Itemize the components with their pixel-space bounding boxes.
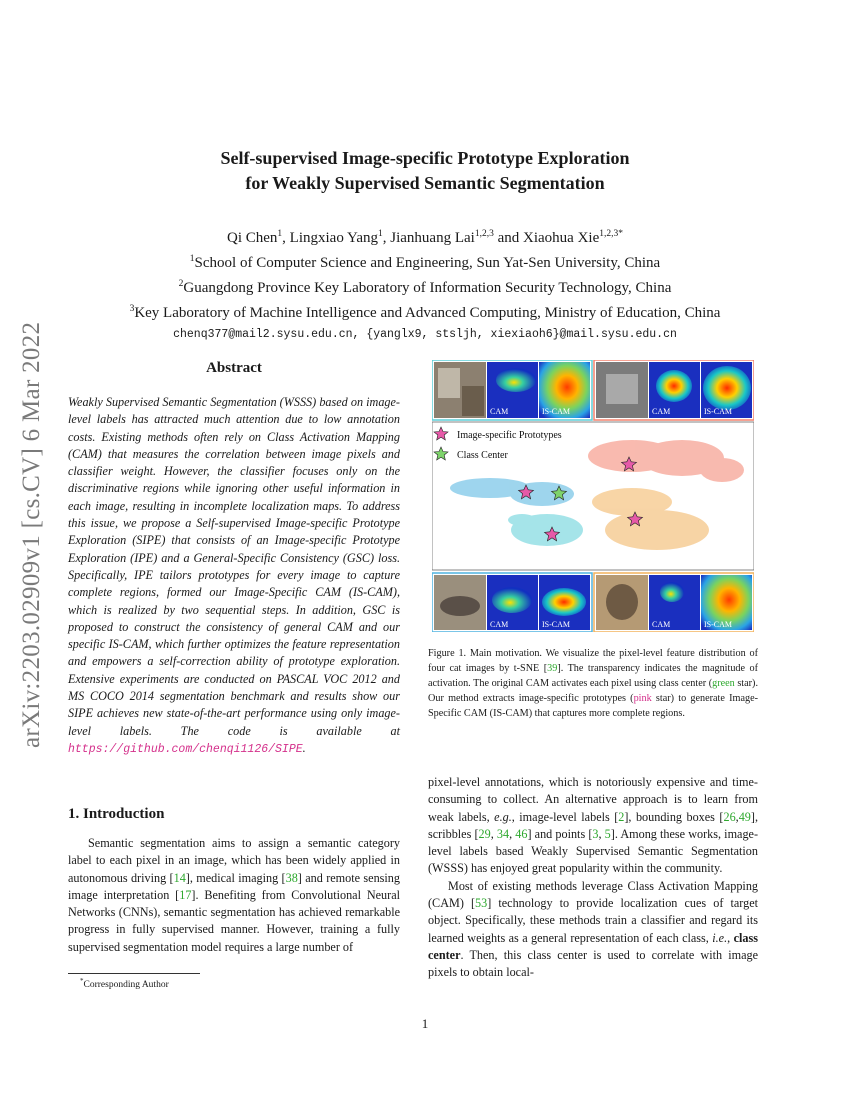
affil-mark: 1,2,3 xyxy=(474,229,494,239)
iscam-heatmap-blob xyxy=(703,366,751,410)
cam-heatmap-blob xyxy=(660,582,684,602)
author-conjunction: and xyxy=(497,230,520,246)
citation-link[interactable]: 29 xyxy=(478,826,491,841)
body-text: pixel-level annotations, which is notoriously expensive and time-consuming to collect. An alternative approach is to learn from weak labels, xyxy=(428,775,758,824)
affiliation-text: School of Computer Science and Engineering, Sun Yat-Sen University, China xyxy=(194,255,661,271)
cat-photo-detail xyxy=(606,374,638,404)
iscam-label: IS-CAM xyxy=(704,620,733,629)
citation-link[interactable]: 49 xyxy=(738,809,751,824)
body-emph: e.g. xyxy=(494,809,512,824)
body-text: ] technology to provide localization cues of target object. Specifically, these methods train a classifier and regard its learned weights as a general representation of each class, xyxy=(428,896,758,945)
intro-text: ], medical imaging [ xyxy=(185,870,286,885)
citation-link[interactable]: 26 xyxy=(723,809,736,824)
author-name: Xiaohua Xie xyxy=(523,230,600,246)
citation-link[interactable]: 39 xyxy=(547,663,558,674)
code-link[interactable]: https://github.com/chenqi1126/SIPE xyxy=(68,742,303,756)
arxiv-stamp: arXiv:2203.02909v1 [cs.CV] 6 Mar 2022 xyxy=(18,321,45,748)
author-name: Lingxiao Yang xyxy=(289,230,379,246)
affil-mark: 1 xyxy=(378,229,383,239)
footnote-mark: * xyxy=(80,977,84,985)
author-block xyxy=(60,224,790,344)
citation-link[interactable]: 2 xyxy=(618,809,625,824)
citation-link[interactable]: 38 xyxy=(285,870,298,885)
iscam-label: IS-CAM xyxy=(542,407,571,416)
iscam-heatmap-blob xyxy=(542,588,586,616)
iscam-label: IS-CAM xyxy=(704,407,733,416)
footnote-rule xyxy=(68,973,200,974)
abstract-period: . xyxy=(302,740,306,755)
title-line-1: Self-supervised Image-specific Prototype Exploration xyxy=(220,148,630,168)
right-column-body: pixel-level annotations, which is notoriously expensive and time-consuming to collect. An alternative approach is to learn from weak labels, e.g., image-level labels [2], bounding boxes [26,49], scribbles [29, 34, 46] and points [3, 5]. Among these works, image-level labels based Weakly Supervised Semantic Segmentation (WSSS) has enjoyed great popularity within the community. Most of existing methods leverage Class Activation Mapping (CAM) [53] technology to provide localization cues of target object. Specifically, these methods train a classifier and regard its learned weights as a general representation of each class, i.e., class center. Then, this class center is used to correlate with image pixels to obtain local- xyxy=(428,775,759,980)
legend-proto-label: Image-specific Prototypes xyxy=(457,430,562,441)
affiliation-3 xyxy=(60,299,790,324)
cam-label: CAM xyxy=(652,620,671,629)
citation-link[interactable]: 14 xyxy=(173,870,186,885)
footnote-text: Corresponding Author xyxy=(83,980,169,991)
body-text: , xyxy=(727,930,734,945)
caption-text: star). Our method extracts image-specific prototypes ( xyxy=(428,678,758,704)
abstract-body xyxy=(68,394,400,758)
body-emph: i.e. xyxy=(712,930,728,945)
caption-text: star) to generate Image-Specific CAM (IS-CAM) that captures more complete regions. xyxy=(428,693,758,719)
affiliation-2 xyxy=(60,274,790,299)
affil-mark: 1 xyxy=(189,254,195,264)
affil-mark: 3 xyxy=(129,304,135,314)
caption-green-word: green xyxy=(712,678,735,689)
body-text: , image-level labels [ xyxy=(511,809,619,824)
intro-text: Semantic segmentation aims to assign a semantic category label to each pixel in an image, which has been widely applied in autonomous driving [ xyxy=(68,836,400,885)
body-text: ], bounding boxes [ xyxy=(624,809,724,824)
abstract-text: Weakly Supervised Semantic Segmentation (WSSS) based on image-level labels has attracted much attention due to low annotation costs. Existing methods often rely on Class Activation Mapping (CAM) that measures the correlation between image pixels and classifier weight. However, the classifier focuses only on the discriminative regions while ignoring other useful information in each image, resulting in incomplete localization maps. To address this issue, we propose a Self-supervised Image-specific Prototype Exploration (SIPE) that consists of an Image-specific Prototype Exploration (IPE) and a General-Specific Consistency (GSC) loss. Specifically, IPE tailors prototypes for every image to capture complete regions, formed our Image-Specific CAM (IS-CAM), which is realized by two sequential steps. In addition, GSC is proposed to construct the consistency of general CAM and our specific IS-CAM, which further optimizes the feature representation and empowers a self-correction ability of prototype exploration. Extensive experiments are conducted on PASCAL VOC 2012 and MS COCO 2014 segmentation benchmark and results show our SIPE achieves new state-of-the-art performance using only image-level labels. The code is available at xyxy=(68,395,400,738)
body-text: Most of existing methods leverage Class Activation Mapping (CAM) [ xyxy=(428,878,758,911)
affiliation-text: Key Laboratory of Machine Intelligence and Advanced Computing, Ministry of Education, China xyxy=(134,305,721,321)
footnote xyxy=(80,977,169,990)
body-bold: class center xyxy=(428,930,758,962)
iscam-label: IS-CAM xyxy=(542,620,571,629)
body-text: ] and points [ xyxy=(527,826,593,841)
paper-title xyxy=(100,146,750,196)
citation-link[interactable]: 53 xyxy=(475,896,488,911)
cam-label: CAM xyxy=(652,407,671,416)
cat-photo-detail xyxy=(438,368,460,398)
body-text: ]. Among these works, image-level labels based Weakly Supervised Semantic Segmentation (WSSS) has enjoyed great popularity within the community. xyxy=(428,826,759,876)
cat-photo-detail xyxy=(462,386,484,416)
cam-label: CAM xyxy=(490,407,509,416)
intro-text: ]. Benefiting from Convolutional Neural Networks (CNNs), semantic segmentation has achieved remarkable progress in fully supervised manner. However, training a fully supervised segmentation model requires a large number of xyxy=(68,887,400,954)
figure-1 xyxy=(432,360,754,632)
affil-mark: 1 xyxy=(277,229,283,239)
page-number: 1 xyxy=(421,1016,429,1031)
citation-link[interactable]: 3 xyxy=(592,826,599,841)
abstract-heading: Abstract xyxy=(206,360,262,376)
affil-mark: 1,2,3* xyxy=(599,229,623,239)
cat-photo-detail xyxy=(440,596,480,616)
figure-1-caption xyxy=(428,646,758,721)
author-list: Qi Chen$^1$, Lingxiao Yang$^1$, Jianhuang Lai$^{1,2,3}$ and Xiaohua Xie$^{1,2,3*}$ xyxy=(227,229,623,246)
caption-text: Figure 1. Main motivation. We visualize the pixel-level feature distribution of four cat images by t-SNE [ xyxy=(428,648,758,674)
citation-link[interactable]: 5 xyxy=(604,826,611,841)
legend-center-label: Class Center xyxy=(457,450,508,461)
author-name: Jianhuang Lai xyxy=(390,230,475,246)
citation-link[interactable]: 17 xyxy=(179,887,192,902)
body-text: ], scribbles [ xyxy=(428,809,758,841)
citation-link[interactable]: 46 xyxy=(515,826,528,841)
cam-label: CAM xyxy=(490,620,509,629)
body-text: . Then, this class center is used to correlate with image pixels to obtain local- xyxy=(428,947,758,980)
caption-text: ]. The transparency indicates the magnitude of activation. The original CAM activates each pixel using class center ( xyxy=(428,663,758,689)
author-emails: chenq377@mail2.sysu.edu.cn, {yanglx9, stsljh, xiexiaoh6}@mail.sysu.edu.cn xyxy=(173,328,677,341)
cam-heatmap-blob xyxy=(492,587,532,613)
cam-heatmap-blob xyxy=(496,368,536,392)
author-name: Qi Chen xyxy=(227,230,278,246)
figure-1-graphic xyxy=(432,360,754,632)
cat-photo-detail xyxy=(606,584,638,620)
citation-link[interactable]: 34 xyxy=(496,826,510,841)
caption-pink-word: pink xyxy=(633,693,652,704)
intro-heading: 1. Introduction xyxy=(68,806,165,822)
intro-body xyxy=(68,835,400,956)
affiliation-text: Guangdong Province Key Laboratory of Information Security Technology, China xyxy=(183,280,672,296)
intro-text: ] and remote sensing image interpretation [ xyxy=(68,870,400,902)
title-line-2: for Weakly Supervised Semantic Segmentation xyxy=(245,173,605,193)
cam-heatmap-blob xyxy=(656,370,692,402)
affil-mark: 2 xyxy=(178,279,184,289)
affiliation-1 xyxy=(60,249,790,274)
